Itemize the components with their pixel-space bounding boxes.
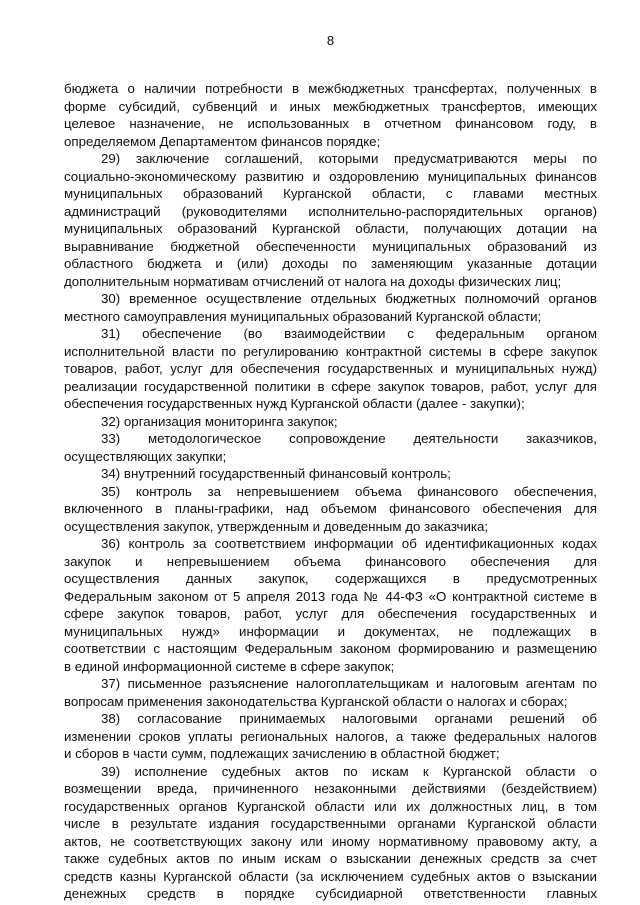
text-line: 38) согласование принимаемых налоговыми органами решений об xyxy=(101,711,597,726)
text-line: осуществления закупок, утвержденным и доведенным до заказчика; xyxy=(64,518,489,534)
text-line: целевое назначение, не использованных в отчетном финансовом году, в xyxy=(64,116,597,131)
text-line: также судебных актов по иным искам о взыскании денежных средств за счет xyxy=(64,851,597,866)
text-line: изменении сроков уплаты региональных налогов, а также федеральных налогов xyxy=(64,728,597,744)
text-line: 39) исполнение судебных актов по искам к Курганской области о xyxy=(101,763,597,779)
text-line: реализации государственной политики в сфере закупок товаров, работ, услуг для xyxy=(64,378,597,394)
text-line: местного самоуправления муниципальных образований Курганской области; xyxy=(64,308,542,324)
text-line: выравнивание бюджетной обеспеченности муниципальных образований из xyxy=(64,238,597,254)
text-line: областного бюджета и (или) доходы по заменяющим указанные дотации xyxy=(64,256,597,271)
text-line: государственных органов Курганской области или их должностных лиц, в том xyxy=(64,798,597,814)
text-line: осуществляющих закупки; xyxy=(64,448,227,464)
text-line: актов, не соответствующих закону или иному нормативному правовому акту, а xyxy=(64,833,597,849)
text-line: 34) внутренний государственный финансовый контроль; xyxy=(101,466,451,481)
text-line: включенного в планы-графики, над объемом финансового обеспечения для xyxy=(64,501,597,516)
text-line: 33) методологическое сопровождение деятельности заказчиков, xyxy=(101,431,597,446)
text-line: 37) письменное разъяснение налогоплательщикам и налоговым агентам по xyxy=(101,676,597,691)
text-line: осуществления данных закупок, содержащихся в предусмотренных xyxy=(64,571,597,586)
text-line: администраций (руководителями исполнительно-распорядительных органов) xyxy=(64,203,597,219)
text-line: сфере закупок товаров, работ, услуг для обеспечения государственных и xyxy=(64,606,597,621)
text-line: возмещении вреда, причиненного незаконными действиями (бездействием) xyxy=(64,781,597,796)
text-line: в единой информационной системе в сфере закупок; xyxy=(64,658,395,674)
text-line: социально-экономическому развитию и оздоровлению муниципальных финансов xyxy=(64,168,597,184)
text-line: соответствии с настоящим Федеральным законом формированию и размещению xyxy=(64,641,597,656)
text-line: бюджета о наличии потребности в межбюджетных трансфертах, полученных в xyxy=(64,81,597,96)
text-line: 35) контроль за непревышением объема финансового обеспечения, xyxy=(101,483,597,499)
text-line: определяемом Департаментом финансов порядке; xyxy=(64,133,381,149)
text-line: дополнительным нормативам отчислений от налога на доходы физических лиц; xyxy=(64,273,562,289)
text-line: Федеральным законом от 5 апреля 2013 года № 44-ФЗ «О контрактной системе в xyxy=(64,588,597,604)
text-line: 30) временное осуществление отдельных бюджетных полномочий органов xyxy=(101,291,597,306)
text-line: обеспечения государственных нужд Курганской области (далее - закупки); xyxy=(64,396,525,411)
text-line: муниципальных нужд» информации и документах, не подлежащих в xyxy=(64,623,597,639)
text-line: числе в результате издания государственными органами Курганской области xyxy=(64,816,597,831)
text-line: исполнительной власти по регулированию контрактной системы в сфере закупок xyxy=(64,343,597,359)
text-line: товаров, работ, услуг для обеспечения государственных и муниципальных нужд) xyxy=(64,361,597,376)
text-line: закупок и непревышением объема финансового обеспечения для xyxy=(64,553,597,569)
text-line: 31) обеспечение (во взаимодействии с федеральным органом xyxy=(101,326,597,341)
text-line: муниципальных образований Курганской области, получающих дотации на xyxy=(64,221,597,236)
text-line: 36) контроль за соответствием информации об идентификационных кодах xyxy=(101,536,597,551)
text-line: денежных средств в порядке субсидиарной ответственности главных xyxy=(64,886,597,901)
text-line: вопросам применения законодательства Курганской области о налогах и сборах; xyxy=(64,693,568,709)
page-number: 8 xyxy=(326,33,335,48)
text-line: форме субсидий, субвенций и иных межбюджетных трансфертов, имеющих xyxy=(64,98,597,114)
text-line: 32) организация мониторинга закупок; xyxy=(101,413,338,429)
text-line: муниципальных образований Курганской области, с главами местных xyxy=(64,186,597,201)
document-body xyxy=(64,80,597,903)
text-line: средств казны Курганской области (за исключением судебных актов о взыскании xyxy=(64,868,597,884)
text-line: и сборов в части сумм, подлежащих зачислению в областной бюджет; xyxy=(64,746,500,761)
text-line: 29) заключение соглашений, которыми предусматриваются меры по xyxy=(101,151,597,166)
